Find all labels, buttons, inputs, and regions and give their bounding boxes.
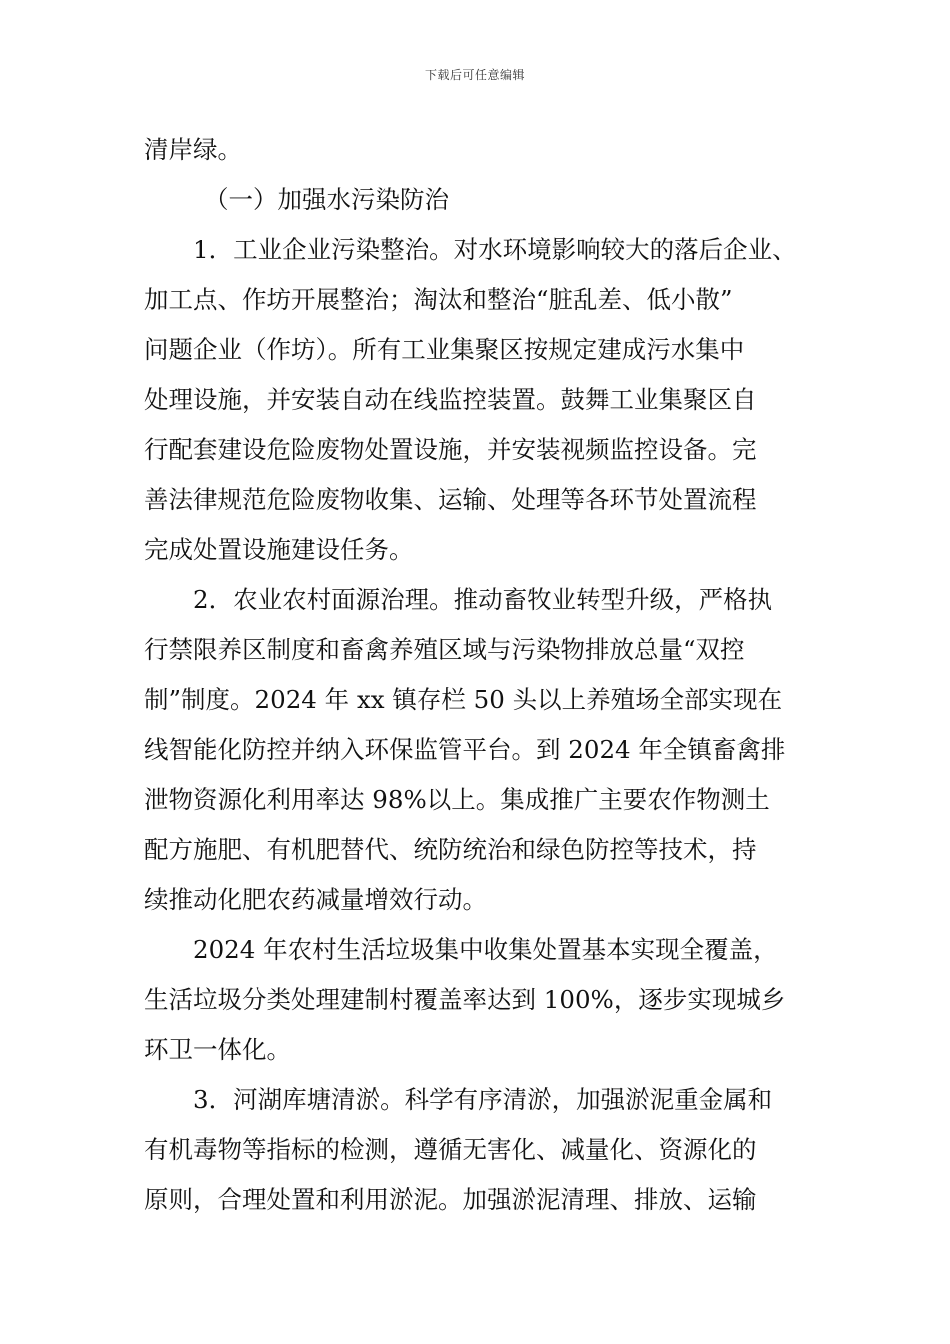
section-heading: （一）加强水污染防治 <box>204 185 449 214</box>
text-line: 清岸绿。 <box>144 135 242 164</box>
text-line: 处理设施，并安装自动在线监控装置。鼓舞工业集聚区自 <box>144 385 757 414</box>
paragraph-start: 1．工业企业污染整治。对水环境影响较大的落后企业、 <box>193 235 797 264</box>
document-body <box>144 125 834 1225</box>
page-header: 下载后可任意编辑 <box>424 68 525 82</box>
text-line: 善法律规范危险废物收集、运输、处理等各环节处置流程 <box>144 485 757 514</box>
paragraph-start: 3．河湖库塘清淤。科学有序清淤，加强淤泥重金属和 <box>193 1085 773 1114</box>
text-line: 泄物资源化利用率达 98%以上。集成推广主要农作物测土 <box>144 785 770 814</box>
text-line: 有机毒物等指标的检测，遵循无害化、减量化、资源化的 <box>144 1135 757 1164</box>
text-line: 配方施肥、有机肥替代、统防统治和绿色防控等技术，持 <box>144 835 757 864</box>
text-line: 行禁限养区制度和畜禽养殖区域与污染物排放总量“双控 <box>144 635 745 664</box>
text-line: 问题企业（作坊）。所有工业集聚区按规定建成污水集中 <box>144 335 745 364</box>
paragraph-start: 2024 年农村生活垃圾集中收集处置基本实现全覆盖， <box>193 935 778 964</box>
paragraph-start: 2．农业农村面源治理。推动畜牧业转型升级，严格执 <box>193 585 773 614</box>
text-line: 续推动化肥农药减量增效行动。 <box>144 885 487 914</box>
text-line: 线智能化防控并纳入环保监管平台。到 2024 年全镇畜禽排 <box>144 735 786 764</box>
text-line: 环卫一体化。 <box>144 1035 291 1064</box>
text-line: 原则，合理处置和利用淤泥。加强淤泥清理、排放、运输 <box>144 1185 757 1214</box>
text-line: 行配套建设危险废物处置设施，并安装视频监控设备。完 <box>144 435 757 464</box>
text-line: 完成处置设施建设任务。 <box>144 535 414 564</box>
text-line: 制”制度。2024 年 xx 镇存栏 50 头以上养殖场全部实现在 <box>144 685 783 714</box>
text-line: 加工点、作坊开展整治；淘汰和整治“脏乱差、低小散” <box>144 285 733 314</box>
text-line: 生活垃圾分类处理建制村覆盖率达到 100%，逐步实现城乡 <box>144 985 786 1014</box>
